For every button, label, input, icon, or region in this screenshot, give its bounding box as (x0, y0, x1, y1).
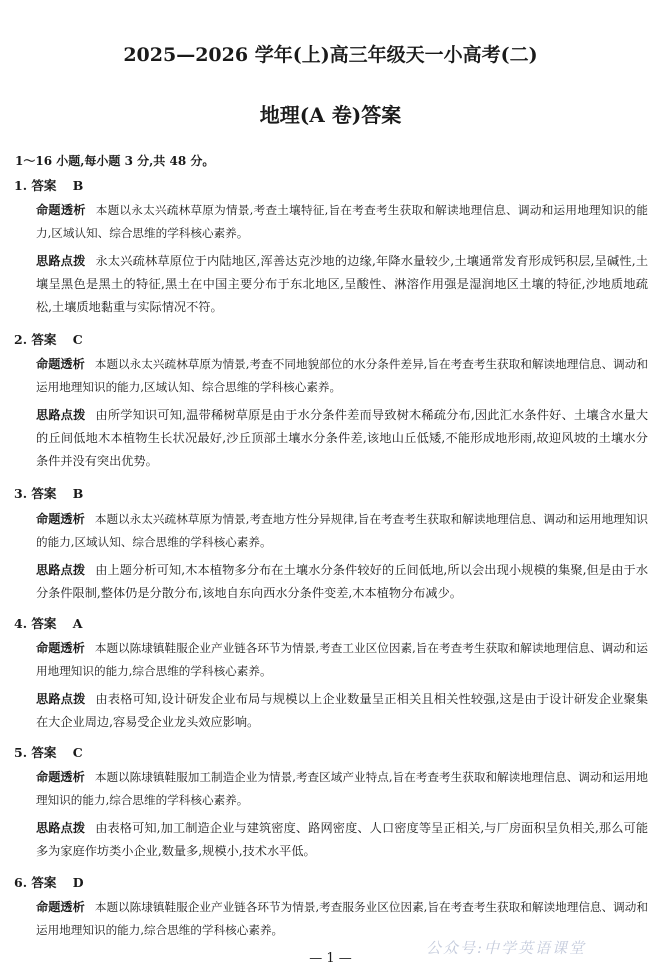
answer-choice: A (72, 616, 83, 631)
analysis-paragraph-6 (36, 896, 648, 942)
question-number: 4. (14, 616, 28, 631)
approach-paragraph-1 (36, 250, 648, 319)
approach-paragraph-2 (36, 404, 648, 473)
answer-line-5 (14, 743, 83, 761)
analysis-paragraph-4 (36, 637, 648, 683)
approach-label: 思路点拨 (36, 821, 86, 835)
answer-label: 答案 (31, 875, 57, 890)
analysis-text: 本题以陈埭镇鞋服企业产业链各环节为情景,考查服务业区位因素,旨在考查考生获取和解读地理信息、调动和运用地理知识的能力,综合思维的学科核心素养。 (36, 900, 649, 937)
page-number: — 1 — (309, 951, 352, 966)
approach-label: 思路点拨 (36, 563, 86, 577)
answer-line-3 (14, 484, 83, 502)
question-number: 1. (14, 178, 28, 193)
scoring-note: 1～16 小题,每小题 3 分,共 48 分。 (15, 154, 215, 168)
watermark: 公众号:中学英语课堂 (426, 939, 587, 957)
approach-paragraph-5 (36, 817, 648, 863)
approach-label: 思路点拨 (36, 408, 86, 422)
answer-label: 答案 (31, 178, 57, 193)
answer-choice: C (72, 745, 83, 760)
approach-text: 永太兴疏林草原位于内陆地区,浑善达克沙地的边缘,年降水量较少,土壤通常发育形成钙积层,呈碱性,土壤呈黑色是黑土的特征,黑土在中国主要分布于东北地区,呈酸性、淋溶作用强是湿润地区土壤的特征,沙地质地疏松,土壤质地黏重与实际情况不符。 (36, 254, 649, 314)
answer-label: 答案 (31, 616, 57, 631)
analysis-paragraph-5 (36, 766, 648, 812)
analysis-paragraph-3 (36, 508, 648, 554)
approach-label: 思路点拨 (36, 254, 86, 268)
analysis-label: 命题透析 (36, 641, 85, 655)
approach-text: 由上题分析可知,木本植物多分布在土壤水分条件较好的丘间低地,所以会出现小规模的集聚,但是由于水分条件限制,整体仍是分散分布,该地自东向西水分条件变差,木本植物分布减少。 (36, 563, 649, 600)
answer-line-6 (14, 873, 84, 891)
exam-title: 2025—2026 学年(上)高三年级天一小高考(二) (123, 44, 538, 66)
answer-label: 答案 (31, 745, 57, 760)
analysis-paragraph-2 (36, 353, 648, 399)
answer-line-4 (14, 614, 83, 632)
analysis-text: 本题以陈埭镇鞋服企业产业链各环节为情景,考查工业区位因素,旨在考查考生获取和解读地理信息、调动和运用地理知识的能力,综合思维的学科核心素养。 (36, 641, 649, 678)
question-number: 6. (14, 875, 28, 890)
analysis-text: 本题以陈埭镇鞋服加工制造企业为情景,考查区域产业特点,旨在考查考生获取和解读地理信息、调动和运用地理知识的能力,综合思维的学科核心素养。 (36, 770, 649, 807)
answer-choice: B (72, 178, 84, 193)
analysis-label: 命题透析 (36, 203, 86, 217)
answer-label: 答案 (31, 486, 57, 501)
analysis-label: 命题透析 (36, 512, 85, 526)
analysis-label: 命题透析 (36, 357, 85, 371)
analysis-label: 命题透析 (36, 900, 85, 914)
approach-paragraph-4 (36, 688, 648, 734)
analysis-text: 本题以永太兴疏林草原为情景,考查地方性分异规律,旨在考查考生获取和解读地理信息、调动和运用地理知识的能力,区域认知、综合思维的学科核心素养。 (36, 512, 649, 549)
answer-choice: B (72, 486, 84, 501)
answer-choice: D (72, 875, 84, 890)
approach-paragraph-3 (36, 559, 648, 605)
answer-key-title: 地理(A 卷)答案 (259, 103, 402, 127)
answer-line-1 (14, 176, 83, 194)
approach-label: 思路点拨 (36, 692, 86, 706)
approach-text: 由表格可知,设计研发企业布局与规模以上企业数量呈正相关且相关性较强,这是由于设计研发企业聚集在大企业周边,容易受企业龙头效应影响。 (36, 692, 649, 729)
answer-choice: C (72, 332, 83, 347)
question-number: 3. (14, 486, 28, 501)
analysis-text: 本题以永太兴疏林草原为情景,考查土壤特征,旨在考查考生获取和解读地理信息、调动和运用地理知识的能力,区域认知、综合思维的学科核心素养。 (36, 203, 649, 240)
question-number: 2. (14, 332, 28, 347)
question-number: 5. (14, 745, 28, 760)
answer-line-2 (14, 330, 83, 348)
analysis-label: 命题透析 (36, 770, 85, 784)
approach-text: 由表格可知,加工制造企业与建筑密度、路网密度、人口密度等呈正相关,与厂房面积呈负相关,那么可能多为家庭作坊类小企业,数量多,规模小,技术水平低。 (36, 821, 649, 858)
analysis-text: 本题以永太兴疏林草原为情景,考查不同地貌部位的水分条件差异,旨在考查考生获取和解读地理信息、调动和运用地理知识的能力,区域认知、综合思维的学科核心素养。 (36, 357, 649, 394)
analysis-paragraph-1 (36, 199, 648, 245)
approach-text: 由所学知识可知,温带稀树草原是由于水分条件差而导致树木稀疏分布,因此汇水条件好、土壤含水量大的丘间低地木本植物生长状况最好,沙丘顶部土壤水分条件差,该地山丘低矮,不能形成地形雨,故迎风坡的土壤水分条件并没有突出优势。 (36, 408, 649, 468)
answer-label: 答案 (31, 332, 57, 347)
